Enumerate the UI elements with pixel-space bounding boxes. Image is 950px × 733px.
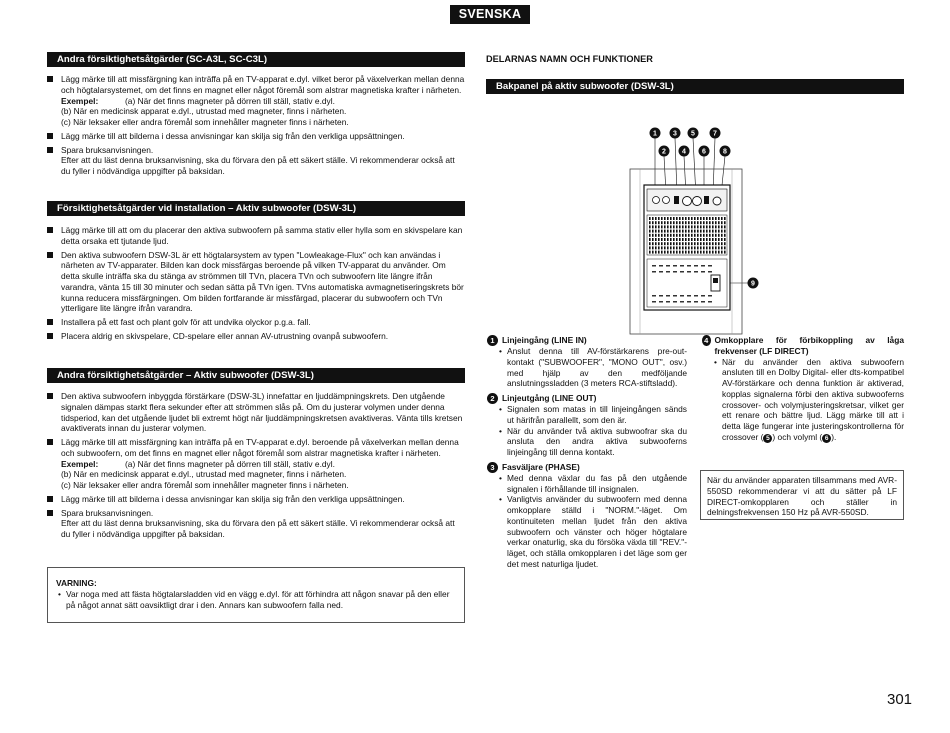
callout-8: 8	[723, 148, 727, 156]
language-tab: SVENSKA	[450, 5, 530, 24]
crossover-ref-icon: 5	[763, 434, 772, 443]
callout-row-top	[650, 128, 721, 139]
bullet-item: Lägg märke till att missfärgning kan inträffa på en TV-apparat e.dyl. beroende på växelverkan mellan denna och subwoofern, om det finns en magnet eller något föremål som alstrar magnetiska krafter i närheten. Exempel: (a) När det finns magneter på dörren till ställ, stativ e.dyl. (b) När en medicinsk apparat e.dyl., utrustad med magneter, finns i närheten. (c) När leksaker eller andra föremål som innehåller magneter finns i närheten.	[47, 437, 465, 491]
callout-4: 4	[682, 148, 686, 156]
item-3-heading: 3 Fasväljare (PHASE)	[487, 462, 687, 473]
bullet-item: Installera på ett fast och plant golv för att undvika olyckor p.g.a. fall.	[47, 317, 465, 328]
example-b: (b) När en medicinsk apparat e.dyl., utrustad med magneter, finns i närheten.	[61, 469, 347, 480]
section-title-rear-panel: Bakpanel på aktiv subwoofer (DSW-3L)	[486, 79, 904, 94]
section-title-other-precautions-subwoofer: Andra försiktighetsåtgärder – Aktiv subwoofer (DSW-3L)	[47, 368, 465, 383]
bullet-item: Lägg märke till att om du placerar den aktiva subwoofern på samma stativ eller hylla som en skivspelare kan detta orsaka ett tjutande ljud.	[47, 225, 465, 247]
item-3-bullet: • Vanligtvis använder du subwoofern med denna omkopplare ställd i "NORM."-läget. Om kontinuiteten mellan ljudet från den aktiva subwoofern och vänster och höger högtalare verkar onaturlig, ska du försöka växla till "REV."-läget, och ställa omkopplaren i det läge som ger det mest naturliga ljudet.	[497, 494, 687, 569]
warning-box	[47, 567, 465, 623]
callout-7: 7	[713, 130, 717, 138]
callout-1: 1	[653, 130, 657, 138]
item-2-heading: 2 Linjeutgång (LINE OUT)	[487, 393, 687, 404]
item-number-icon: 1	[487, 335, 498, 346]
section-body-other-precautions-subwoofer	[47, 391, 465, 543]
bullet-item: Den aktiva subwoofern DSW-3L är ett högtalarsystem av typen "Lowleakage-Flux" och kan användas i närheten av TV-apparater. Bilden kan dock missfärgas beroende på vilken TV-apparat du använder. Om detta skulle inträffa ska du stänga av strömmen till TVn, placera TVn och subwoofern lite längre ifrån varandra, vänta 15 till 30 minuter och sedan sätta på TVn igen. TVns automatiska avmagnetiseringskrets bör kunna reducera missfärgningen. Om bilden fortfarande är missfärgad, placerar du subwoofern och TVn ytterligare lite längre ifrån varandra.	[47, 250, 465, 315]
example-b: (b) När en medicinsk apparat e.dyl., utrustad med magneter, finns i närheten.	[61, 106, 347, 117]
bullet-item: Lägg märke till att bilderna i dessa anvisningar kan skilja sig från den verkliga uppsättningen.	[47, 131, 465, 142]
bullet-item: Lägg märke till att bilderna i dessa anvisningar kan skilja sig från den verkliga uppsättningen.	[47, 494, 465, 505]
section-title-other-precautions-speakers: Andra försiktighetsåtgärder (SC-A3L, SC-C3L)	[47, 52, 465, 67]
callout-row-bottom	[659, 146, 731, 157]
item-1-heading: 1 Linjeingång (LINE IN)	[487, 335, 687, 346]
bullet-item: Spara bruksanvisningen. Efter att du läst denna bruksanvisning, ska du förvara den på ett säkert ställe. Vi rekommenderar också att du fyller i nödvändiga uppgifter på baksidan.	[47, 508, 465, 540]
rear-panel-illustration	[600, 125, 770, 335]
example-label: Exempel:	[61, 458, 99, 469]
note-box: När du använder apparaten tillsammans med AVR-550SD rekommenderar vi att du sätter på LF DIRECT-omkopplaren och ställer in delningsfrekvensen 150 Hz på AVR-550SD.	[700, 470, 904, 520]
section-body-other-precautions-speakers	[47, 74, 465, 180]
callout-2: 2	[662, 148, 666, 156]
parts-heading: DELARNAS NAMN OCH FUNKTIONER	[486, 54, 653, 64]
warning-text: • Var noga med att fästa högtalarsladden vid en vägg e.dyl. för att förhindra att någon snavar på den eller på något annat sätt oavsiktligt drar i den. Annars kan subwoofern falla ned.	[56, 589, 456, 611]
items-column-2	[702, 335, 904, 443]
item-number-icon: 4	[702, 335, 711, 346]
callout-6: 6	[702, 148, 706, 156]
callout-5: 5	[691, 130, 695, 138]
warning-title: VARNING:	[56, 578, 97, 588]
bullet-item: Placera aldrig en skivspelare, CD-spelare eller annan AV-utrustning ovanpå subwoofern.	[47, 331, 465, 342]
item-2-bullet: • När du använder två aktiva subwoofrar ska du ansluta den andra aktiva subwooferns linjeingång till denna kontakt.	[497, 426, 687, 458]
callout-3: 3	[673, 130, 677, 138]
bullet-item: Den aktiva subwoofern inbyggda förstärkare (DSW-3L) innefattar en ljuddämpningskrets. Den utgående signalen dämpas starkt flera sekunder efter att strömmen slås på. Om du justerar volymen under denna tidsperiod, kan det utgående ljudet bli extremt högt när ljuddämpningskretsen avaktiveras. Vänta tills kretsen avaktiverats innan du justerar volymen.	[47, 391, 465, 434]
item-4-bullet: • När du använder den aktiva subwoofern ansluten till en Dolby Digital- eller dts-kompatibel AV-förstärkare och denna funktion är aktiverad, kopplas signalerna förbi den aktiva subwooferns crossover- och volymjusteringskretsar, vilket ger ett renare och bättre ljud. Lägg märke till att i detta läge fungerar inte justeringskontrollerna för crossover ( 5 ) och volyml ( 6 ).	[712, 357, 904, 443]
item-1-bullet: • Anslut denna till AV-förstärkarens pre-out-kontakt ("SUBWOOFER", "MONO OUT", osv.) med hjälp av den medföljande anslutningssladden (3 meters RCA-stiftsladd).	[497, 346, 687, 389]
volume-ref-icon: 6	[822, 434, 831, 443]
example-a: (a) När det finns magneter på dörren till ställ, stativ e.dyl.	[125, 458, 335, 469]
callout-9: 9	[751, 280, 755, 288]
item-number-icon: 3	[487, 462, 498, 473]
item-2-bullet: • Signalen som matas in till linjeingången sänds ut härifrån parallellt, som den är.	[497, 404, 687, 426]
bullet-item: Spara bruksanvisningen. Efter att du läst denna bruksanvisning, ska du förvara den på ett säkert ställe. Vi rekommenderar också att du fyller i nödvändiga uppgifter på baksidan.	[47, 145, 465, 177]
item-3-bullet: • Med denna växlar du fas på den utgående signalen i förhållande till insignalen.	[497, 473, 687, 495]
example-c: (c) När leksaker eller andra föremål som innehåller magneter finns i närheten.	[61, 117, 349, 127]
items-column-1	[487, 335, 687, 570]
page-number: 301	[887, 691, 913, 708]
example-a: (a) När det finns magneter på dörren till ställ, stativ e.dyl.	[125, 95, 335, 106]
example-label: Exempel:	[61, 95, 99, 106]
bullet-item: Lägg märke till att missfärgning kan inträffa på en TV-apparat e.dyl. vilket beror på växelverkan mellan denna och högtalarsystemet, om det finns en magnet eller något föremål som alstrar magnetiska krafter i närheten. Exempel: (a) När det finns magneter på dörren till ställ, stativ e.dyl. (b) När en medicinsk apparat e.dyl., utrustad med magneter, finns i närheten. (c) När leksaker eller andra föremål som innehåller magneter finns i närheten.	[47, 74, 465, 128]
section-title-installation-precautions: Försiktighetsåtgärder vid installation – Aktiv subwoofer (DSW-3L)	[47, 201, 465, 216]
example-c: (c) När leksaker eller andra föremål som innehåller magneter finns i närheten.	[61, 480, 349, 490]
section-body-installation-precautions	[47, 225, 465, 345]
item-4-heading: 4 Omkopplare för förbikoppling av låga frekvenser (LF DIRECT)	[702, 335, 904, 357]
item-number-icon: 2	[487, 393, 498, 404]
